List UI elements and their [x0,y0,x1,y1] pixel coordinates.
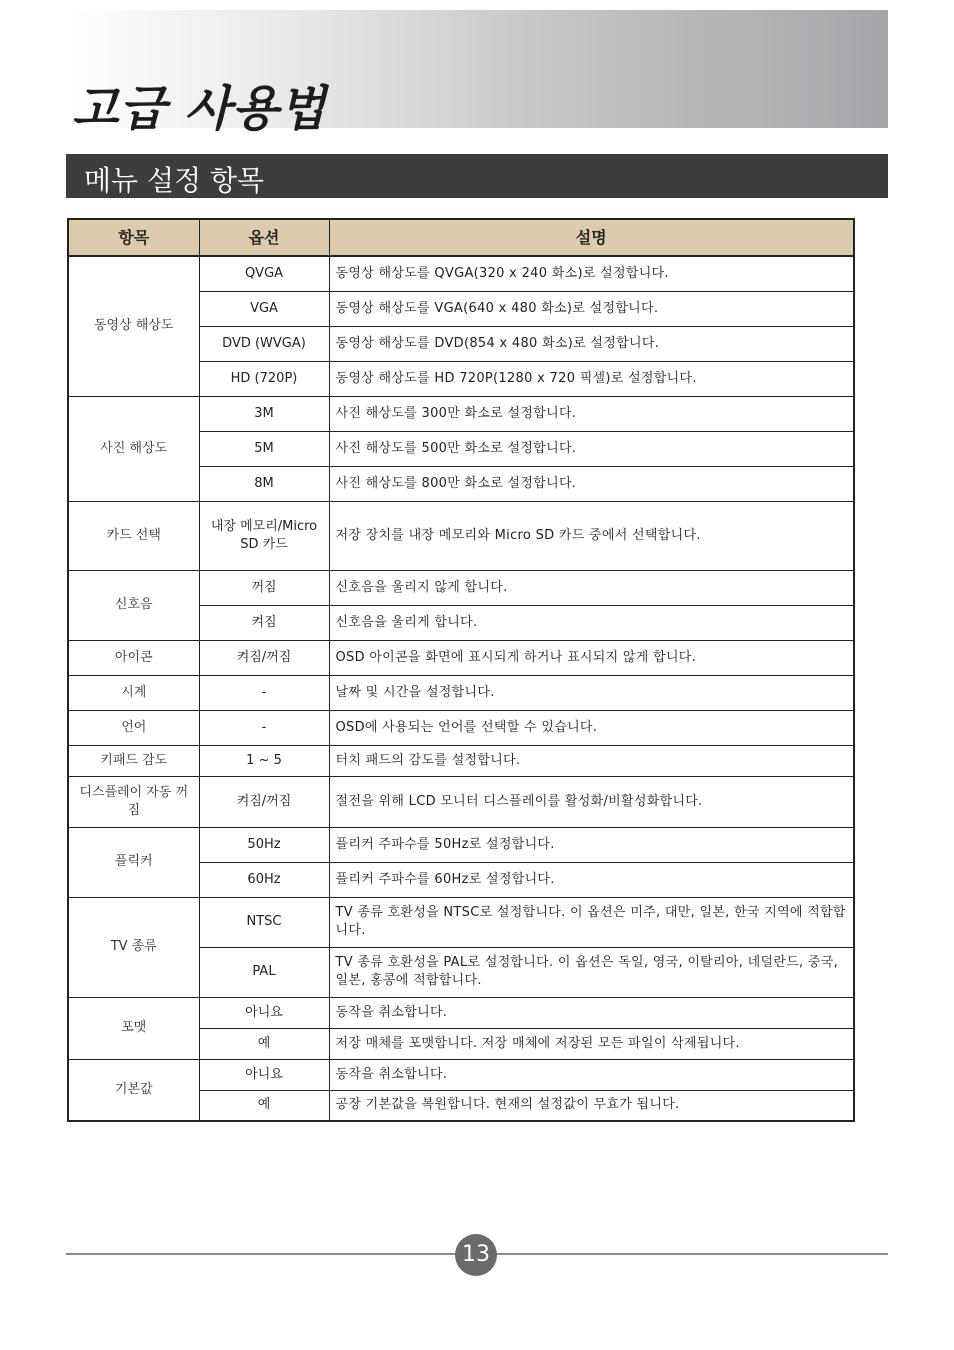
option-cell: 예 [199,1028,329,1059]
description-cell: 동작을 취소합니다. [329,1059,854,1090]
item-cell: 디스플레이 자동 꺼짐 [68,776,199,827]
description-cell: 사진 해상도를 800만 화소로 설정합니다. [329,466,854,501]
option-cell: HD (720P) [199,361,329,396]
description-cell: 신호음을 울리지 않게 합니다. [329,570,854,605]
item-cell: 동영상 해상도 [68,256,199,396]
option-cell: 내장 메모리/Micro SD 카드 [199,501,329,570]
table-row [68,997,854,1028]
description-cell: TV 종류 호환성을 PAL로 설정합니다. 이 옵션은 독일, 영국, 이탈리아, 네덜란드, 중국, 일본, 홍콩에 적합합니다. [329,947,854,997]
table-row [68,640,854,675]
option-cell: 50Hz [199,827,329,862]
table-row [68,776,854,827]
description-cell: 사진 해상도를 300만 화소로 설정합니다. [329,396,854,431]
option-cell: - [199,710,329,745]
table-row [68,396,854,431]
description-cell: 절전을 위해 LCD 모니터 디스플레이를 활성화/비활성화합니다. [329,776,854,827]
option-cell: 켜짐/꺼짐 [199,640,329,675]
table-row [68,745,854,776]
description-cell: OSD에 사용되는 언어를 선택할 수 있습니다. [329,710,854,745]
option-cell: 아니요 [199,1059,329,1090]
item-cell: 언어 [68,710,199,745]
description-cell: OSD 아이콘을 화면에 표시되게 하거나 표시되지 않게 합니다. [329,640,854,675]
description-cell: 동영상 해상도를 HD 720P(1280 x 720 픽셀)로 설정합니다. [329,361,854,396]
option-cell: 60Hz [199,862,329,897]
option-cell: 1 ~ 5 [199,745,329,776]
description-cell: 플리커 주파수를 50Hz로 설정합니다. [329,827,854,862]
menu-settings-table [67,218,855,1122]
header-description: 설명 [329,219,854,256]
section-title: 메뉴 설정 항목 [84,164,265,197]
option-cell: - [199,675,329,710]
option-cell: QVGA [199,256,329,291]
header-option: 옵션 [199,219,329,256]
description-cell: 사진 해상도를 500만 화소로 설정합니다. [329,431,854,466]
option-cell: 켜짐/꺼짐 [199,776,329,827]
option-cell: VGA [199,291,329,326]
table-row [68,1059,854,1090]
option-cell: NTSC [199,897,329,947]
description-cell: 동작을 취소합니다. [329,997,854,1028]
option-cell: 켜짐 [199,605,329,640]
description-cell: 날짜 및 시간을 설정합니다. [329,675,854,710]
table-body [68,256,854,1121]
table-row [68,897,854,947]
option-cell: 아니요 [199,997,329,1028]
item-cell: 플릭커 [68,827,199,897]
table-row [68,570,854,605]
option-cell: 3M [199,396,329,431]
item-cell: 신호음 [68,570,199,640]
table-row [68,501,854,570]
item-cell: 아이콘 [68,640,199,675]
page-number: 13 [455,1234,497,1276]
page-title: 고급 사용법 [72,81,327,137]
option-cell: DVD (WVGA) [199,326,329,361]
description-cell: 터치 패드의 감도를 설정합니다. [329,745,854,776]
section-bar [66,154,888,198]
item-cell: 키패드 감도 [68,745,199,776]
description-cell: 동영상 해상도를 QVGA(320 x 240 화소)로 설정합니다. [329,256,854,291]
table-row [68,256,854,291]
description-cell: 저장 매체를 포맷합니다. 저장 매체에 저장된 모든 파일이 삭제됩니다. [329,1028,854,1059]
option-cell: PAL [199,947,329,997]
description-cell: 동영상 해상도를 VGA(640 x 480 화소)로 설정합니다. [329,291,854,326]
table-header-row [68,219,854,256]
header-item: 항목 [68,219,199,256]
option-cell: 8M [199,466,329,501]
description-cell: 저장 장치를 내장 메모리와 Micro SD 카드 중에서 선택합니다. [329,501,854,570]
description-cell: 동영상 해상도를 DVD(854 x 480 화소)로 설정합니다. [329,326,854,361]
item-cell: 카드 선택 [68,501,199,570]
description-cell: 신호음을 울리게 합니다. [329,605,854,640]
description-cell: 플리커 주파수를 60Hz로 설정합니다. [329,862,854,897]
item-cell: 사진 해상도 [68,396,199,501]
item-cell: TV 종류 [68,897,199,997]
description-cell: 공장 기본값을 복원합니다. 현재의 설정값이 무효가 됩니다. [329,1090,854,1121]
item-cell: 시계 [68,675,199,710]
option-cell: 예 [199,1090,329,1121]
table-row [68,710,854,745]
description-cell: TV 종류 호환성을 NTSC로 설정합니다. 이 옵션은 미주, 대만, 일본, 한국 지역에 적합합니다. [329,897,854,947]
option-cell: 5M [199,431,329,466]
item-cell: 포맷 [68,997,199,1059]
table-row [68,675,854,710]
item-cell: 기본값 [68,1059,199,1121]
table-row [68,827,854,862]
option-cell: 꺼짐 [199,570,329,605]
